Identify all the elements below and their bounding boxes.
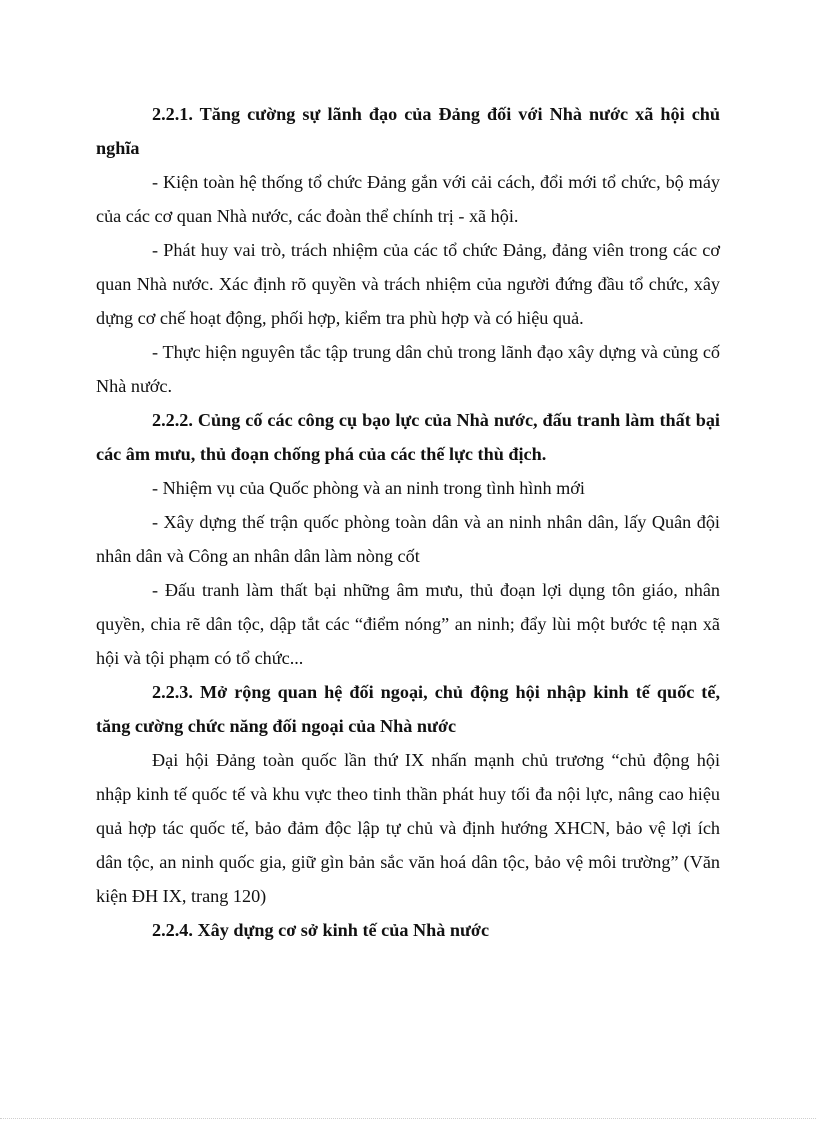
paragraph-national-defense: - Xây dựng thế trận quốc phòng toàn dân và an ninh nhân dân, lấy Quân đội nhân dân và Công an nhân dân làm nòng cốt [96,512,720,566]
paragraph-role-responsibility: - Phát huy vai trò, trách nhiệm của các tổ chức Đảng, đảng viên trong các cơ quan Nhà nước. Xác định rõ quyền và trách nhiệm của người đứng đầu tổ chức, xây dựng cơ chế hoạt động, phối hợp, kiểm tra phù hợp và có hiệu quả. [96,240,720,328]
paragraph-congress-ix: Đại hội Đảng toàn quốc lần thứ IX nhấn mạnh chủ trương “chủ động hội nhập kinh tế quốc tế và khu vực theo tinh thần phát huy tối đa nội lực, nâng cao hiệu quả hợp tác quốc tế, bảo đảm độc lập tự chủ và định hướng XHCN, bảo vệ lợi ích dân tộc, an ninh quốc gia, giữ gìn bản sắc văn hoá dân tộc, bảo vệ môi trường” (Văn kiện ĐH IX, trang 120) [96,750,720,906]
section-heading-2-2-1: 2.2.1. Tăng cường sự lãnh đạo của Đảng đối với Nhà nước xã hội chủ nghĩa [96,104,720,158]
page-body [96,97,720,947]
section-heading-2-2-4: 2.2.4. Xây dựng cơ sở kinh tế của Nhà nước [152,920,490,940]
section-heading-2-2-2: 2.2.2. Củng cố các công cụ bạo lực của Nhà nước, đấu tranh làm thất bại các âm mưu, thủ đoạn chống phá của các thế lực thù địch. [96,410,720,464]
paragraph-fight-plots: - Đấu tranh làm thất bại những âm mưu, thủ đoạn lợi dụng tôn giáo, nhân quyền, chia rẽ dân tộc, dập tắt các “điểm nóng” an ninh; đẩy lùi một bước tệ nạn xã hội và tội phạm có tổ chức... [96,580,720,668]
section-heading-2-2-3: 2.2.3. Mở rộng quan hệ đối ngoại, chủ động hội nhập kinh tế quốc tế, tăng cường chức năng đối ngoại của Nhà nước [96,682,720,736]
page-bottom-divider [0,1118,816,1119]
paragraph-democratic-centralism: - Thực hiện nguyên tắc tập trung dân chủ trong lãnh đạo xây dựng và củng cố Nhà nước. [96,342,720,396]
paragraph-party-organization: - Kiện toàn hệ thống tổ chức Đảng gắn với cải cách, đổi mới tổ chức, bộ máy của các cơ quan Nhà nước, các đoàn thể chính trị - xã hội. [96,172,720,226]
paragraph-defense-tasks: - Nhiệm vụ của Quốc phòng và an ninh trong tình hình mới [152,478,585,498]
